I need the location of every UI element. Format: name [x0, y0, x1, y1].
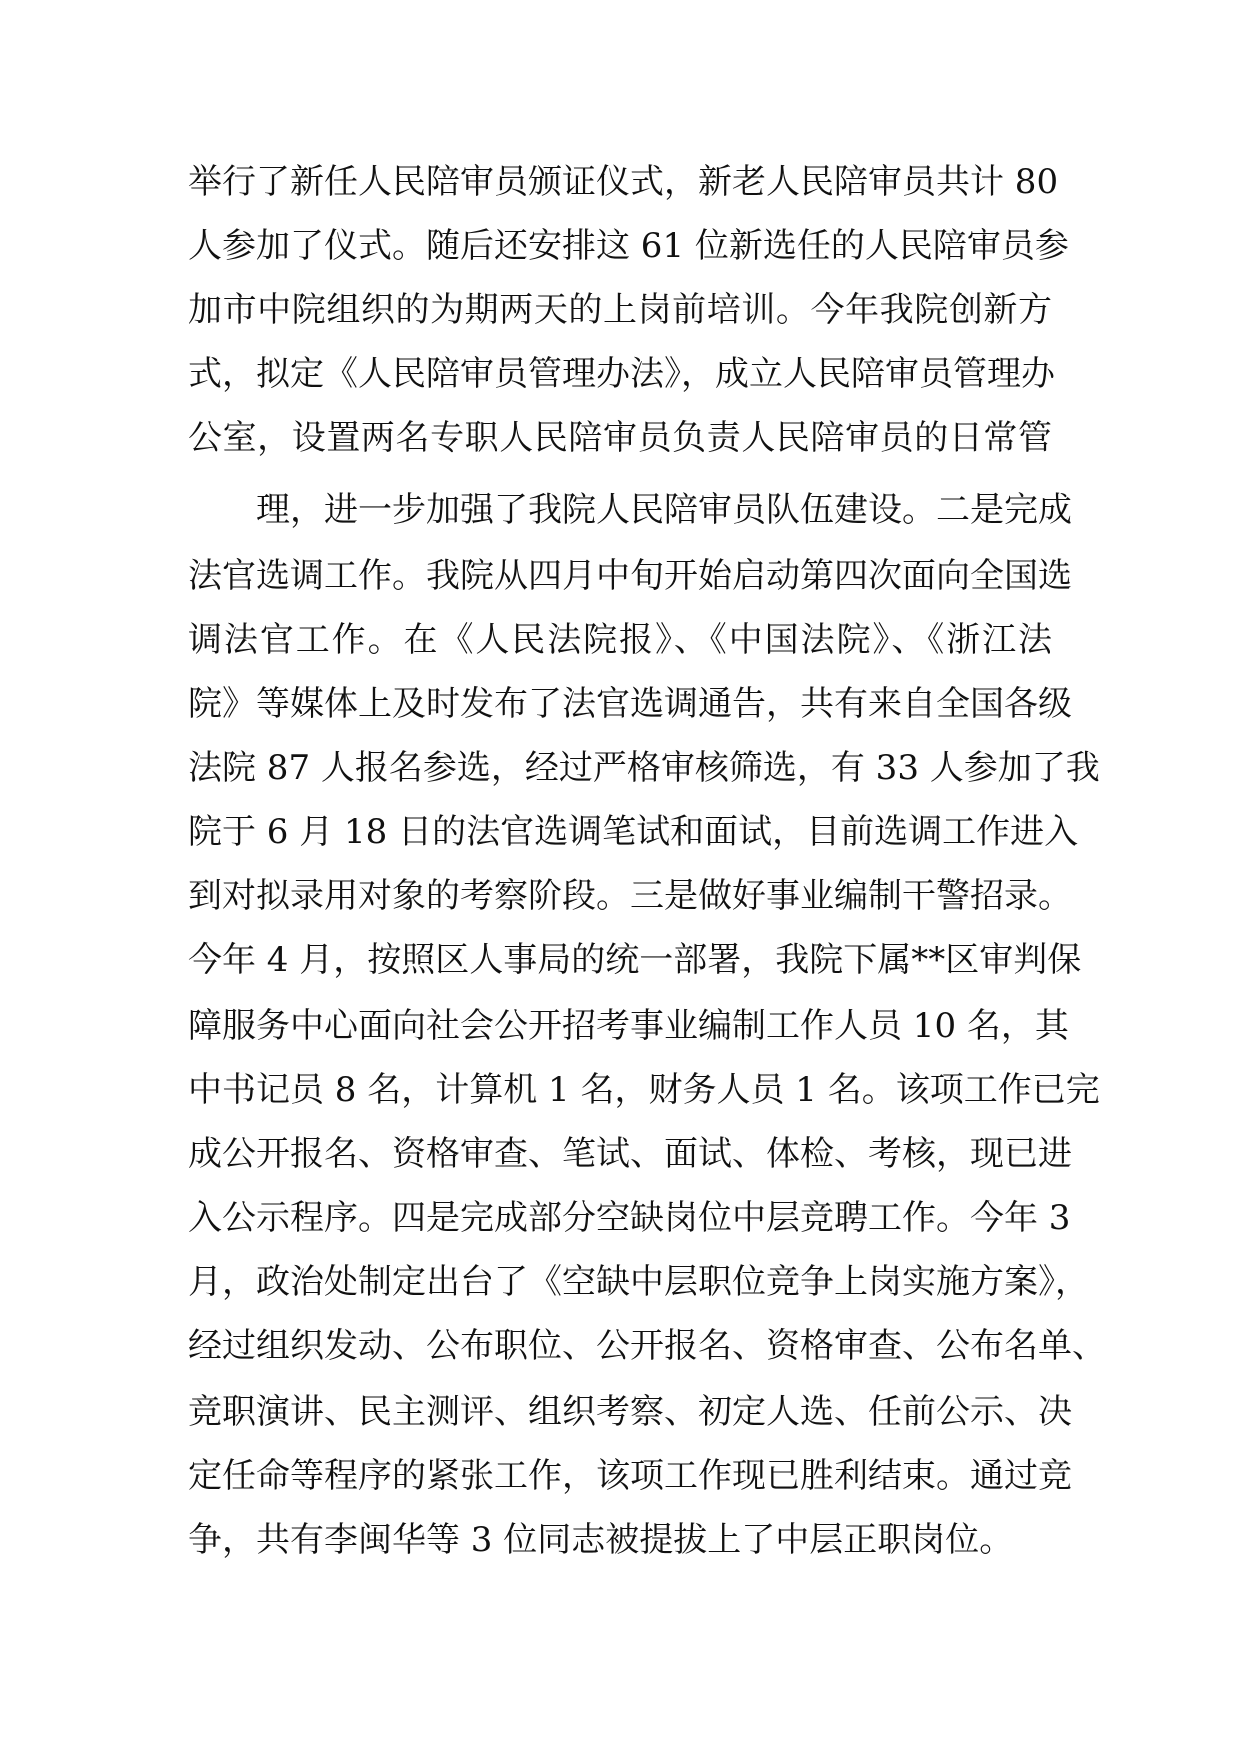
text-line: 院于 6 月 18 日的法官选调笔试和面试，目前选调工作进入 — [188, 812, 1079, 852]
text-line: 经过组织发动、公布职位、公开报名、资格审查、公布名单、 — [188, 1326, 1106, 1366]
text-line: 法院 87 人报名参选，经过严格审核筛选，有 33 人参加了我 — [188, 748, 1100, 788]
text-line: 法官选调工作。我院从四月中旬开始启动第四次面向全国选 — [188, 556, 1072, 596]
text-line: 到对拟录用对象的考察阶段。三是做好事业编制干警招录。 — [188, 876, 1072, 916]
text-line: 公室，设置两名专职人民陪审员负责人民陪审员的日常管 — [188, 418, 1052, 458]
text-line-last: 争，共有李闽华等 3 位同志被提拔上了中层正职岗位。 — [188, 1520, 1014, 1560]
text-line: 式，拟定《人民陪审员管理办法》，成立人民陪审员管理办 — [188, 354, 1055, 394]
text-line-indented: 理，进一步加强了我院人民陪审员队伍建设。二是完成 — [256, 490, 1072, 530]
text-line: 入公示程序。四是完成部分空缺岗位中层竞聘工作。今年 3 — [188, 1198, 1071, 1238]
text-line: 调法官工作。在《人民法院报》、《中国法院》、《浙江法 — [188, 620, 1052, 660]
text-line: 竞职演讲、民主测评、组织考察、初定人选、任前公示、决 — [188, 1392, 1072, 1432]
text-line: 加市中院组织的为期两天的上岗前培训。今年我院创新方 — [188, 290, 1052, 330]
text-line: 举行了新任人民陪审员颁证仪式，新老人民陪审员共计 80 — [188, 162, 1059, 202]
text-line: 今年 4 月，按照区人事局的统一部署，我院下属**区审判保 — [188, 940, 1082, 980]
text-line: 成公开报名、资格审查、笔试、面试、体检、考核，现已进 — [188, 1134, 1072, 1174]
text-line: 人参加了仪式。随后还安排这 61 位新选任的人民陪审员参 — [188, 226, 1069, 266]
text-line: 院》等媒体上及时发布了法官选调通告，共有来自全国各级 — [188, 684, 1072, 724]
text-line: 月，政治处制定出台了《空缺中层职位竞争上岗实施方案》， — [188, 1262, 1089, 1302]
text-line: 障服务中心面向社会公开招考事业编制工作人员 10 名，其 — [188, 1006, 1069, 1046]
text-line: 中书记员 8 名，计算机 1 名，财务人员 1 名。该项工作已完 — [188, 1070, 1100, 1110]
text-line: 定任命等程序的紧张工作，该项工作现已胜利结束。通过竞 — [188, 1456, 1072, 1496]
